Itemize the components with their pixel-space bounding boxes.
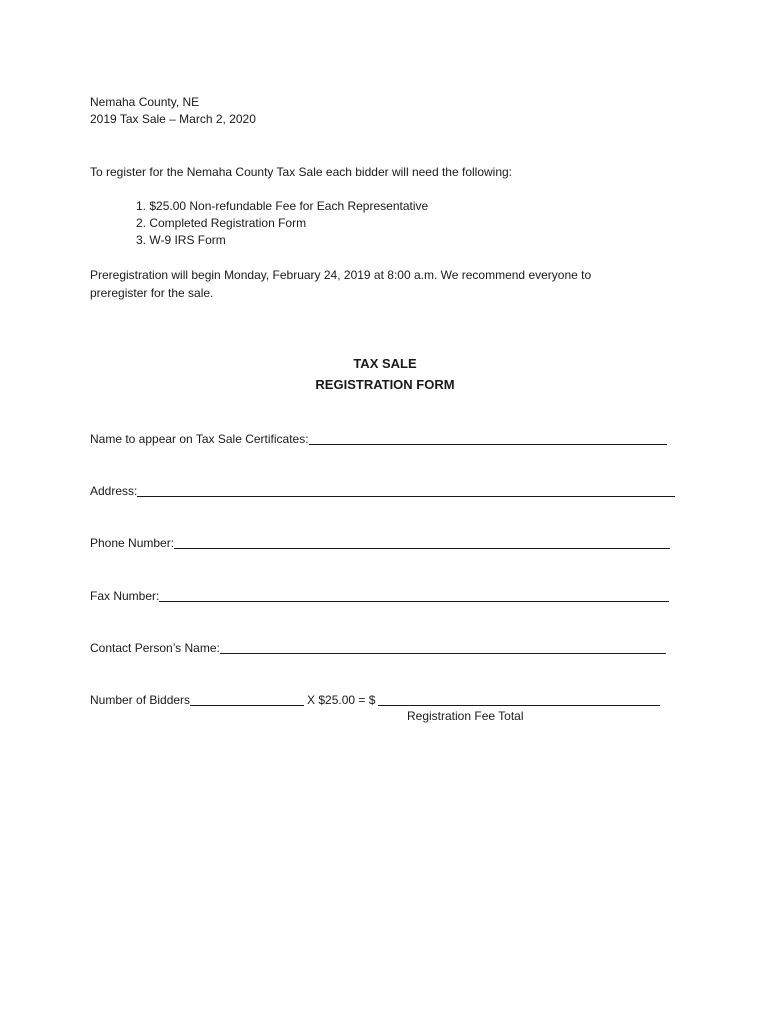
bidders-count-blank[interactable] bbox=[190, 692, 304, 706]
certificate-name-label: Name to appear on Tax Sale Certificates: bbox=[90, 432, 309, 446]
fax-blank[interactable] bbox=[159, 588, 669, 602]
fax-label: Fax Number: bbox=[90, 589, 160, 603]
intro-text: To register for the Nemaha County Tax Sale each bidder will need the following: bbox=[90, 165, 513, 179]
phone-label: Phone Number: bbox=[90, 536, 175, 550]
fee-multiplier-text: X $25.00 = $ bbox=[307, 693, 376, 707]
requirement-item: 1. $25.00 Non-refundable Fee for Each Representative bbox=[136, 199, 429, 213]
tax-sale-date: 2019 Tax Sale – March 2, 2020 bbox=[90, 112, 256, 126]
preregistration-text-line1: Preregistration will begin Monday, February 24, 2019 at 8:00 a.m. We recommend everyone to bbox=[90, 268, 592, 282]
fax-field bbox=[90, 586, 669, 604]
address-blank[interactable] bbox=[137, 483, 675, 497]
phone-field bbox=[90, 533, 670, 551]
address-field bbox=[90, 481, 675, 499]
bidders-field bbox=[90, 690, 660, 708]
county-name: Nemaha County, NE bbox=[90, 95, 200, 109]
phone-blank[interactable] bbox=[174, 535, 670, 549]
requirement-item: 2. Completed Registration Form bbox=[136, 216, 307, 230]
contact-name-field bbox=[90, 638, 666, 656]
contact-name-label: Contact Person’s Name: bbox=[90, 641, 220, 655]
form-title-line1: TAX SALE bbox=[353, 356, 417, 371]
certificate-name-field bbox=[90, 429, 667, 447]
fee-total-caption: Registration Fee Total bbox=[407, 709, 524, 723]
bidders-label: Number of Bidders bbox=[90, 693, 191, 707]
address-label: Address: bbox=[90, 484, 138, 498]
contact-name-blank[interactable] bbox=[220, 640, 666, 654]
certificate-name-blank[interactable] bbox=[309, 431, 667, 445]
form-title-line2: REGISTRATION FORM bbox=[315, 377, 455, 392]
preregistration-text-line2: preregister for the sale. bbox=[90, 286, 214, 300]
requirement-item: 3. W-9 IRS Form bbox=[136, 233, 226, 247]
fee-total-blank[interactable] bbox=[378, 692, 660, 706]
